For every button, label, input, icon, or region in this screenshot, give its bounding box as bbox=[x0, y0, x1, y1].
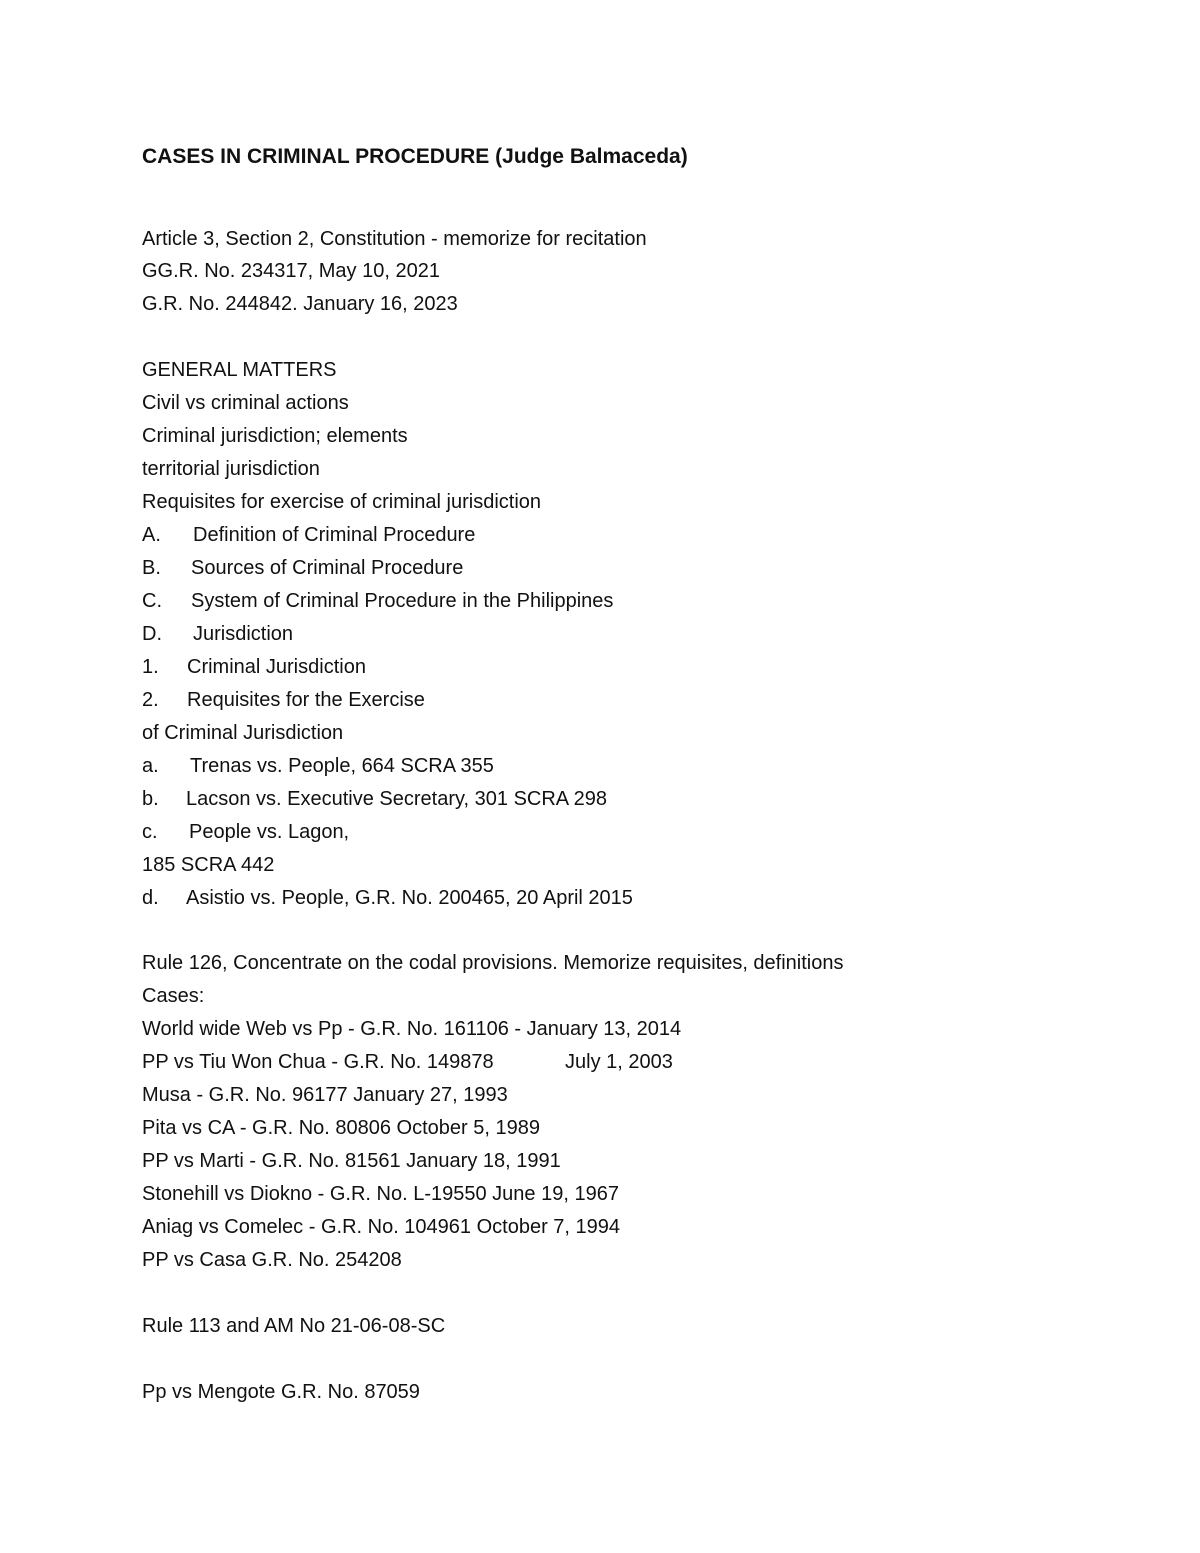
rule-126-case: Stonehill vs Diokno - G.R. No. L-19550 June 19, 1967 bbox=[142, 1183, 619, 1205]
rule-126-case: PP vs Marti - G.R. No. 81561 January 18, 1991 bbox=[142, 1150, 561, 1172]
outline-marker: D. bbox=[142, 623, 162, 645]
topic-line: Civil vs criminal actions bbox=[142, 392, 349, 414]
case-text: Asistio vs. People, G.R. No. 200465, 20 April 2015 bbox=[186, 887, 633, 909]
case-text: Trenas vs. People, 664 SCRA 355 bbox=[190, 755, 494, 777]
outline-marker: B. bbox=[142, 557, 161, 579]
outline-item-d bbox=[142, 622, 294, 646]
topic-line: territorial jurisdiction bbox=[142, 458, 320, 480]
case-item-c bbox=[142, 820, 350, 844]
outline-text: Criminal Jurisdiction bbox=[187, 656, 366, 678]
outline-text: Definition of Criminal Procedure bbox=[193, 524, 476, 546]
case-name: PP vs Tiu Won Chua - G.R. No. 149878 bbox=[142, 1051, 494, 1073]
outline-item-b bbox=[142, 556, 464, 580]
rule-126-case: Pita vs CA - G.R. No. 80806 October 5, 1989 bbox=[142, 1117, 540, 1139]
case-item-a bbox=[142, 754, 494, 778]
topic-line: Requisites for exercise of criminal jurisdiction bbox=[142, 491, 542, 513]
case-item-d bbox=[142, 886, 633, 910]
rule-126-case: World wide Web vs Pp - G.R. No. 161106 - January 13, 2014 bbox=[142, 1018, 682, 1040]
outline-marker: 1. bbox=[142, 656, 159, 678]
rule-126-case: Musa - G.R. No. 96177 January 27, 1993 bbox=[142, 1084, 508, 1106]
outline-item-1 bbox=[142, 655, 366, 679]
case-item-b bbox=[142, 787, 607, 811]
outline-continuation: of Criminal Jurisdiction bbox=[142, 722, 344, 744]
outline-marker: 2. bbox=[142, 689, 159, 711]
outline-text: System of Criminal Procedure in the Philippines bbox=[191, 590, 614, 612]
rule-113-heading: Rule 113 and AM No 21-06-08-SC bbox=[142, 1315, 446, 1337]
outline-text: Jurisdiction bbox=[193, 623, 294, 645]
outline-item-2 bbox=[142, 688, 425, 712]
case-date: July 1, 2003 bbox=[565, 1051, 673, 1073]
intro-line: G.R. No. 244842. January 16, 2023 bbox=[142, 293, 458, 315]
outline-item-c bbox=[142, 589, 614, 613]
outline-item-a bbox=[142, 523, 476, 547]
outline-text: Requisites for the Exercise bbox=[187, 689, 425, 711]
general-matters-heading: GENERAL MATTERS bbox=[142, 359, 337, 381]
topic-line: Criminal jurisdiction; elements bbox=[142, 425, 408, 447]
case-marker: b. bbox=[142, 788, 159, 810]
rule-126-heading: Rule 126, Concentrate on the codal provisions. Memorize requisites, definitions bbox=[142, 952, 844, 974]
case-marker: c. bbox=[142, 821, 158, 843]
case-marker: a. bbox=[142, 755, 159, 777]
document-title: CASES IN CRIMINAL PROCEDURE (Judge Balmaceda) bbox=[142, 145, 688, 168]
intro-line: Article 3, Section 2, Constitution - memorize for recitation bbox=[142, 228, 647, 250]
intro-line: GG.R. No. 234317, May 10, 2021 bbox=[142, 260, 440, 282]
outline-marker: C. bbox=[142, 590, 162, 612]
case-text: Lacson vs. Executive Secretary, 301 SCRA 298 bbox=[186, 788, 607, 810]
cases-label: Cases: bbox=[142, 985, 205, 1007]
case-continuation: 185 SCRA 442 bbox=[142, 854, 275, 876]
case-marker: d. bbox=[142, 887, 159, 909]
outline-text: Sources of Criminal Procedure bbox=[191, 557, 464, 579]
case-text: People vs. Lagon, bbox=[189, 821, 350, 843]
outline-marker: A. bbox=[142, 524, 161, 546]
final-case: Pp vs Mengote G.R. No. 87059 bbox=[142, 1381, 420, 1403]
rule-126-case bbox=[142, 1050, 673, 1074]
rule-126-case: PP vs Casa G.R. No. 254208 bbox=[142, 1249, 402, 1271]
rule-126-case: Aniag vs Comelec - G.R. No. 104961 October 7, 1994 bbox=[142, 1216, 621, 1238]
